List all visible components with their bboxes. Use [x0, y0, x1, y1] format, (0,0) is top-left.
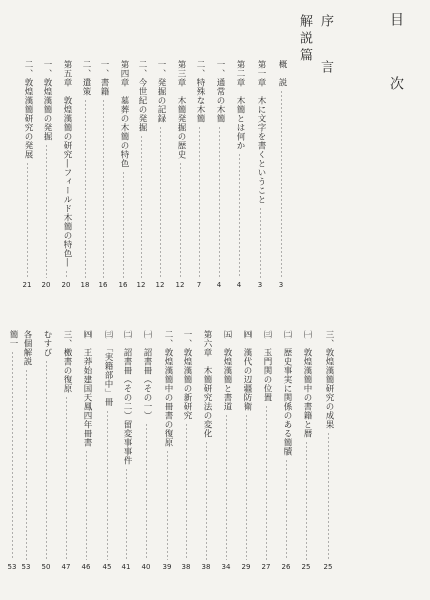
- toc-entry-title: ㈣ 漢代の辺疆防衛: [242, 330, 252, 411]
- toc-entry-title: 一、敦煌漢簡の発掘: [42, 60, 52, 141]
- toc-entry[interactable]: [322, 330, 335, 572]
- page-number: 45: [102, 563, 112, 571]
- leader-dots: [246, 414, 247, 560]
- page-number: 12: [155, 281, 165, 289]
- toc-entry-title: 一、書籍: [99, 60, 109, 96]
- page-number: 46: [81, 563, 91, 571]
- toc-entry-title: 二、特殊な木簡: [195, 60, 205, 123]
- toc-entry[interactable]: [21, 60, 34, 290]
- leader-dots: [141, 135, 142, 278]
- toc-entry[interactable]: [101, 330, 114, 572]
- toc-entry[interactable]: [60, 330, 73, 572]
- preface-heading: 序 言: [318, 14, 333, 83]
- leader-dots: [206, 441, 207, 560]
- leader-dots: [226, 414, 227, 560]
- leader-dots: [239, 153, 240, 278]
- toc-entry-title: 一、敦煌漢簡の新研究: [182, 330, 192, 420]
- page-number: 53: [7, 563, 17, 571]
- leader-dots: [85, 99, 86, 278]
- toc-entry[interactable]: [154, 60, 167, 290]
- toc-entry-title: 各個解説: [22, 330, 32, 366]
- leader-dots: [86, 450, 87, 560]
- page-number: 4: [216, 281, 222, 289]
- toc-entry[interactable]: [80, 330, 93, 572]
- page-number: 38: [201, 563, 211, 571]
- page-number: 21: [22, 281, 32, 289]
- toc-entry-title: ㈤ 敦煌漢簡と書道: [222, 330, 232, 411]
- leader-dots: [66, 270, 67, 278]
- leader-dots: [123, 171, 124, 278]
- toc-entry[interactable]: [97, 60, 110, 290]
- leader-dots: [46, 144, 47, 278]
- leader-dots: [219, 126, 220, 278]
- leader-dots: [260, 207, 261, 278]
- leader-dots: [146, 423, 147, 560]
- page-number: 12: [136, 281, 146, 289]
- toc-entry[interactable]: [233, 60, 246, 290]
- page-number: 18: [80, 281, 90, 289]
- toc-entry[interactable]: [200, 330, 213, 572]
- page-number: 16: [98, 281, 108, 289]
- toc-entry[interactable]: [220, 330, 233, 572]
- toc-entry[interactable]: [120, 330, 133, 572]
- toc-entry-title: ㈡ 詔書冊（その二）留変事事件: [122, 330, 132, 465]
- toc-entry-title: 概 説: [277, 60, 287, 87]
- toc-entry-title: 第三章 木簡発掘の歴史: [176, 60, 186, 159]
- page-number: 50: [41, 563, 51, 571]
- toc-entry-title: ㈠ 敦煌漢簡中の書籍と暦: [302, 330, 312, 438]
- leader-dots: [26, 369, 27, 560]
- leader-dots: [160, 126, 161, 278]
- page-number: 25: [323, 563, 333, 571]
- toc-entry-title: 第二章 木簡とは何か: [235, 60, 245, 150]
- toc-entry-title: 第一章 木に文字を書くということ: [256, 60, 266, 204]
- toc-entry[interactable]: [140, 330, 153, 572]
- leader-dots: [186, 423, 187, 560]
- toc-entry-title: むすび: [42, 330, 52, 357]
- page-number: 12: [175, 281, 185, 289]
- toc-entry-title: ㈠ 詔書冊（その一）: [142, 330, 152, 420]
- toc-entry[interactable]: [213, 60, 226, 290]
- page-number: 26: [281, 563, 291, 571]
- leader-dots: [66, 396, 67, 560]
- toc-entry[interactable]: [40, 60, 53, 290]
- leader-dots: [107, 410, 108, 560]
- page-number: 7: [196, 281, 202, 289]
- toc-entry-title: 二、今世紀の発掘: [137, 60, 147, 132]
- toc-entry-title: 簡一: [8, 330, 18, 348]
- page-number: 41: [121, 563, 131, 571]
- toc-entry[interactable]: [6, 330, 19, 572]
- toc-entry[interactable]: [174, 60, 187, 290]
- toc-entry[interactable]: [280, 330, 293, 572]
- page-number: 47: [61, 563, 71, 571]
- leader-dots: [126, 468, 127, 560]
- toc-entry[interactable]: [20, 330, 33, 572]
- leader-dots: [12, 351, 13, 560]
- toc-entry[interactable]: [193, 60, 206, 290]
- toc-entry-title: 一、発掘の記録: [156, 60, 166, 123]
- toc-entry-title: ㈢ 「実籍部中」冊: [103, 330, 113, 407]
- leader-dots: [266, 405, 267, 560]
- toc-entry-subtitle: ―フィールド木簡の特色―: [62, 159, 72, 267]
- page-number: 3: [278, 281, 284, 289]
- page-number: 53: [21, 563, 31, 571]
- page-number: 4: [236, 281, 242, 289]
- leader-dots: [46, 360, 47, 560]
- toc-entry-title: 二、敦煌漢簡中の冊書の復原: [163, 330, 173, 447]
- leader-dots: [27, 162, 28, 278]
- page-number: 40: [141, 563, 151, 571]
- toc-entry[interactable]: [240, 330, 253, 572]
- toc-entry-title: 二、遣策: [81, 60, 91, 96]
- page-number: 3: [257, 281, 263, 289]
- toc-entry[interactable]: [117, 60, 130, 290]
- leader-dots: [306, 441, 307, 560]
- page-number: 34: [221, 563, 231, 571]
- kaisetsu-heading: 解説篇: [297, 14, 312, 65]
- toc-entry[interactable]: [161, 330, 174, 572]
- toc-entry-title: 一、通常の木簡: [215, 60, 225, 123]
- toc-entry-title: 二、敦煌漢簡研究の発展: [23, 60, 33, 159]
- page-number: 27: [261, 563, 271, 571]
- toc-entry[interactable]: [180, 330, 193, 572]
- toc-entry-title: 第四章 墓葬の木簡の特色: [119, 60, 129, 168]
- leader-dots: [180, 162, 181, 278]
- toc-entry[interactable]: [135, 60, 148, 290]
- leader-dots: [286, 459, 287, 560]
- page-number: 39: [162, 563, 172, 571]
- page-number: 16: [118, 281, 128, 289]
- toc-entry[interactable]: [254, 60, 267, 290]
- toc-entry-title: 三、檄書の復原: [62, 330, 72, 393]
- page-number: 38: [181, 563, 191, 571]
- toc-title: 目 次: [388, 12, 404, 108]
- toc-entry-title: ㈣ 王莽始建国天鳳四年冊書: [82, 330, 92, 447]
- leader-dots: [199, 126, 200, 278]
- page-number: 20: [61, 281, 71, 289]
- leader-dots: [281, 90, 282, 278]
- toc-entry-title: ㈡ 歴史事実に関係のある簡牘: [282, 330, 292, 456]
- toc-entry[interactable]: [79, 60, 92, 290]
- toc-entry-title: 第六章 木簡研究法の変化: [202, 330, 212, 438]
- toc-entry[interactable]: [300, 330, 313, 572]
- page-number: 20: [41, 281, 51, 289]
- leader-dots: [328, 432, 329, 560]
- leader-dots: [103, 99, 104, 278]
- toc-entry[interactable]: [260, 330, 273, 572]
- page-number: 29: [241, 563, 251, 571]
- toc-entry[interactable]: [60, 60, 73, 290]
- leader-dots: [167, 450, 168, 560]
- toc-entry-title: 第五章 敦煌漢簡の研究: [62, 60, 72, 159]
- toc-entry[interactable]: [275, 60, 288, 290]
- toc-entry[interactable]: [40, 330, 53, 572]
- page-number: 25: [301, 563, 311, 571]
- toc-entry-title: ㈢ 玉門関の位置: [262, 330, 272, 402]
- toc-entry-title: 三、敦煌漢簡研究の成果: [324, 330, 334, 429]
